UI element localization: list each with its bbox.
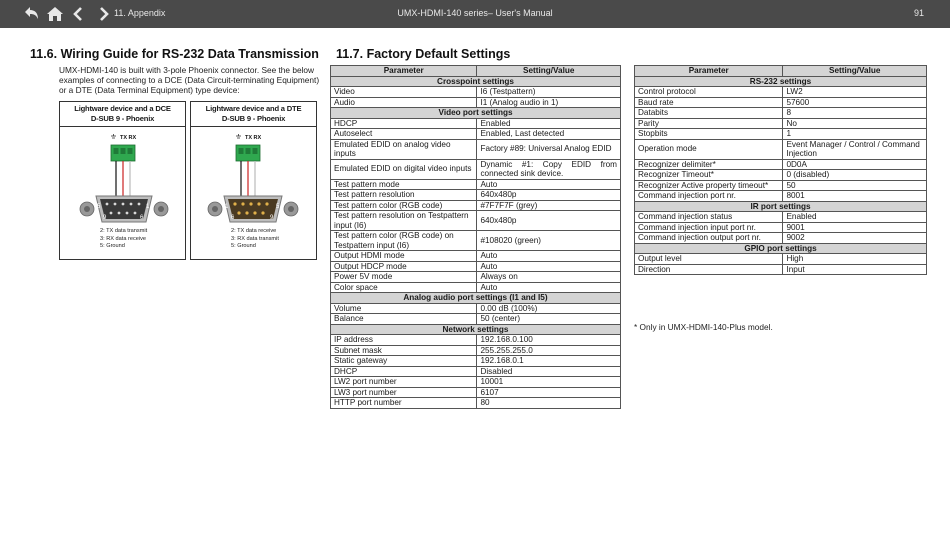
parameter-cell: Stopbits [635,129,783,140]
parameter-cell: Color space [331,282,477,293]
value-cell: Auto [477,251,621,262]
table-row [635,159,927,170]
section-title: Crosspoint settings [331,76,621,87]
dte-connector-drawing [191,129,316,227]
table-row [331,366,621,377]
table-row [331,282,621,293]
parameter-cell: Volume [331,303,477,314]
page-number: 91 [913,8,924,18]
section-title: RS-232 settings [635,76,927,87]
column-header-value: Setting/Value [477,66,621,77]
table-row [331,387,621,398]
dte-header-line1: Lightware device and a DTE [205,104,302,113]
value-cell: 255.255.255.0 [477,345,621,356]
table-section-row [635,76,927,87]
dce-legend-item: 3: RX data receive [100,235,147,242]
table-row [331,211,621,231]
parameter-cell: LW2 port number [331,377,477,388]
parameter-cell: HTTP port number [331,398,477,409]
value-cell: 10001 [477,377,621,388]
dte-pin-left: 1 [225,204,229,210]
column-header-parameter: Parameter [635,66,783,77]
dce-legend-item: 5: Ground [100,243,125,250]
table-row [635,222,927,233]
value-cell: Dynamic #1: Copy EDID from connected sink device. [477,159,621,179]
dte-header-line2: D-SUB 9 - Phoenix [221,114,286,123]
ground-icon [111,134,116,138]
section-title: IR port settings [635,201,927,212]
value-cell: #108020 (green) [477,231,621,251]
value-cell: Factory #89: Universal Analog EDID [477,139,621,159]
dte-pin-br: 9 [270,215,274,221]
table-row [331,335,621,346]
dte-pins-label: TX RX [245,135,262,141]
parameter-cell: Output HDMI mode [331,251,477,262]
top-bar [0,0,950,28]
parameter-cell: Emulated EDID on digital video inputs [331,159,477,179]
dce-pin-left: 5 [97,204,101,210]
value-cell: Always on [477,272,621,283]
value-cell: 50 [783,180,927,191]
section-title: Analog audio port settings (I1 and I5) [331,293,621,304]
section-title: Video port settings [331,108,621,119]
value-cell: 192.168.0.100 [477,335,621,346]
wiring-intro: UMX-HDMI-140 is built with 3-pole Phoenix connector. See the below examples of connecting to a DCE (Data Circuit-terminating Equipment) or a DTE (Data Terminal Equipment) type device: [59,65,320,96]
parameter-cell: Output level [635,254,783,265]
value-cell: 6107 [477,387,621,398]
value-cell: 1 [783,129,927,140]
table-row [331,303,621,314]
value-cell: Auto [477,179,621,190]
table-row [331,87,621,98]
value-cell: I1 (Analog audio in 1) [477,97,621,108]
parameter-cell: Test pattern resolution [331,190,477,201]
table-row [331,251,621,262]
value-cell: Disabled [477,366,621,377]
document-title: UMX-HDMI-140 series– User's Manual [397,8,553,18]
table-row [331,159,621,179]
parameter-cell: Command injection status [635,212,783,223]
value-cell: 9001 [783,222,927,233]
value-cell: 0.00 dB (100%) [477,303,621,314]
parameter-cell: Recognizer Timeout* [635,170,783,181]
value-cell: High [783,254,927,265]
table-row [331,118,621,129]
parameter-cell: Databits [635,108,783,119]
table-row [331,398,621,409]
parameter-cell: Video [331,87,477,98]
section-label: 11. Appendix [114,8,166,18]
factory-settings-table-right [634,65,927,275]
parameter-cell: Command injection input port nr. [635,222,783,233]
table-row [331,356,621,367]
value-cell: LW2 [783,87,927,98]
parameter-cell: Subnet mask [331,345,477,356]
value-cell: 9002 [783,233,927,244]
dte-legend-item: 3: RX data transmit [231,235,279,242]
dte-pin-bl: 6 [231,215,235,221]
parameter-cell: Parity [635,118,783,129]
parameter-cell: Recognizer delimiter* [635,159,783,170]
dte-legend-item: 5: Ground [231,243,256,250]
dce-pin-br: 6 [140,215,144,221]
parameter-cell: Power 5V mode [331,272,477,283]
table-row [635,129,927,140]
table-row [635,108,927,119]
table-row [635,254,927,265]
table-section-row [331,293,621,304]
table-row [635,191,927,202]
value-cell: I6 (Testpattern) [477,87,621,98]
parameter-cell: Test pattern resolution on Testpattern input (I6) [331,211,477,231]
wiring-heading: 11.6. Wiring Guide for RS-232 Data Transmission [30,47,319,61]
parameter-cell: Autoselect [331,129,477,140]
column-header-parameter: Parameter [331,66,477,77]
parameter-cell: Audio [331,97,477,108]
dce-legend-item: 2: TX data transmit [100,228,148,234]
parameter-cell: Output HDCP mode [331,261,477,272]
table-row [331,200,621,211]
parameter-cell: Recognizer Active property timeout* [635,180,783,191]
dte-wiring-diagram [190,101,317,260]
factory-heading: 11.7. Factory Default Settings [336,47,511,61]
parameter-cell: Emulated EDID on analog video inputs [331,139,477,159]
dce-header-line2: D-SUB 9 - Phoenix [90,114,155,123]
section-title: Network settings [331,324,621,335]
value-cell: 80 [477,398,621,409]
table-row [635,233,927,244]
parameter-cell: HDCP [331,118,477,129]
parameter-cell: LW3 port number [331,387,477,398]
ground-icon [236,134,241,138]
table-row [635,118,927,129]
dte-diagram-header [191,102,316,127]
dce-connector-drawing [60,129,185,227]
value-cell: Auto [477,282,621,293]
value-cell: 50 (center) [477,314,621,325]
value-cell: No [783,118,927,129]
column-header-value: Setting/Value [783,66,927,77]
value-cell: Auto [477,261,621,272]
dce-header-line1: Lightware device and a DCE [74,104,171,113]
parameter-cell: Test pattern color (RGB code) [331,200,477,211]
table-row [331,179,621,190]
table-row [635,264,927,275]
value-cell: Enabled [783,212,927,223]
table-row [331,272,621,283]
dce-pin-right: 1 [146,204,150,210]
parameter-cell: Direction [635,264,783,275]
table-section-row [331,76,621,87]
table-row [331,231,621,251]
value-cell: 640x480p [477,190,621,201]
parameter-cell: Operation mode [635,139,783,159]
parameter-cell: Command injection output port nr. [635,233,783,244]
table-row [331,129,621,140]
parameter-cell: Test pattern color (RGB code) on Testpattern input (I6) [331,231,477,251]
value-cell: 640x480p [477,211,621,231]
value-cell: 57600 [783,97,927,108]
table-row [331,314,621,325]
dte-legend-item: 2: TX data receive [231,228,277,234]
value-cell: Enabled [477,118,621,129]
value-cell: Event Manager / Control / Command Injection [783,139,927,159]
table-section-row [635,201,927,212]
dte-pin-legend [231,228,279,251]
value-cell: #7F7F7F (grey) [477,200,621,211]
table-row [635,212,927,223]
value-cell: 0 (disabled) [783,170,927,181]
table-section-row [635,243,927,254]
dce-pins-label: TX RX [120,135,137,141]
table-row [331,345,621,356]
value-cell: 8 [783,108,927,119]
dce-pin-bl: 9 [103,215,107,221]
table-section-row [331,108,621,119]
table-row [635,180,927,191]
parameter-cell: Baud rate [635,97,783,108]
value-cell: 192.168.0.1 [477,356,621,367]
value-cell: Input [783,264,927,275]
dce-pin-legend [100,228,147,251]
dte-pin-right: 5 [276,204,280,210]
section-title: GPIO port settings [635,243,927,254]
table-row [331,377,621,388]
dce-diagram-header [60,102,185,127]
table-row [635,170,927,181]
parameter-cell: Balance [331,314,477,325]
dce-wiring-diagram [59,101,186,260]
parameter-cell: IP address [331,335,477,346]
parameter-cell: Control protocol [635,87,783,98]
parameter-cell: Command injection port nr. [635,191,783,202]
value-cell: Enabled, Last detected [477,129,621,140]
table-row [331,261,621,272]
table-section-row [331,324,621,335]
value-cell: 8001 [783,191,927,202]
table-row [331,139,621,159]
table-row [331,190,621,201]
table-row [635,139,927,159]
table-row [331,97,621,108]
parameter-cell: Static gateway [331,356,477,367]
table-row [635,97,927,108]
footnote: * Only in UMX-HDMI-140-Plus model. [634,322,773,332]
value-cell: 0D0A [783,159,927,170]
parameter-cell: Test pattern mode [331,179,477,190]
table-row [635,87,927,98]
factory-settings-table-left [330,65,621,409]
parameter-cell: DHCP [331,366,477,377]
